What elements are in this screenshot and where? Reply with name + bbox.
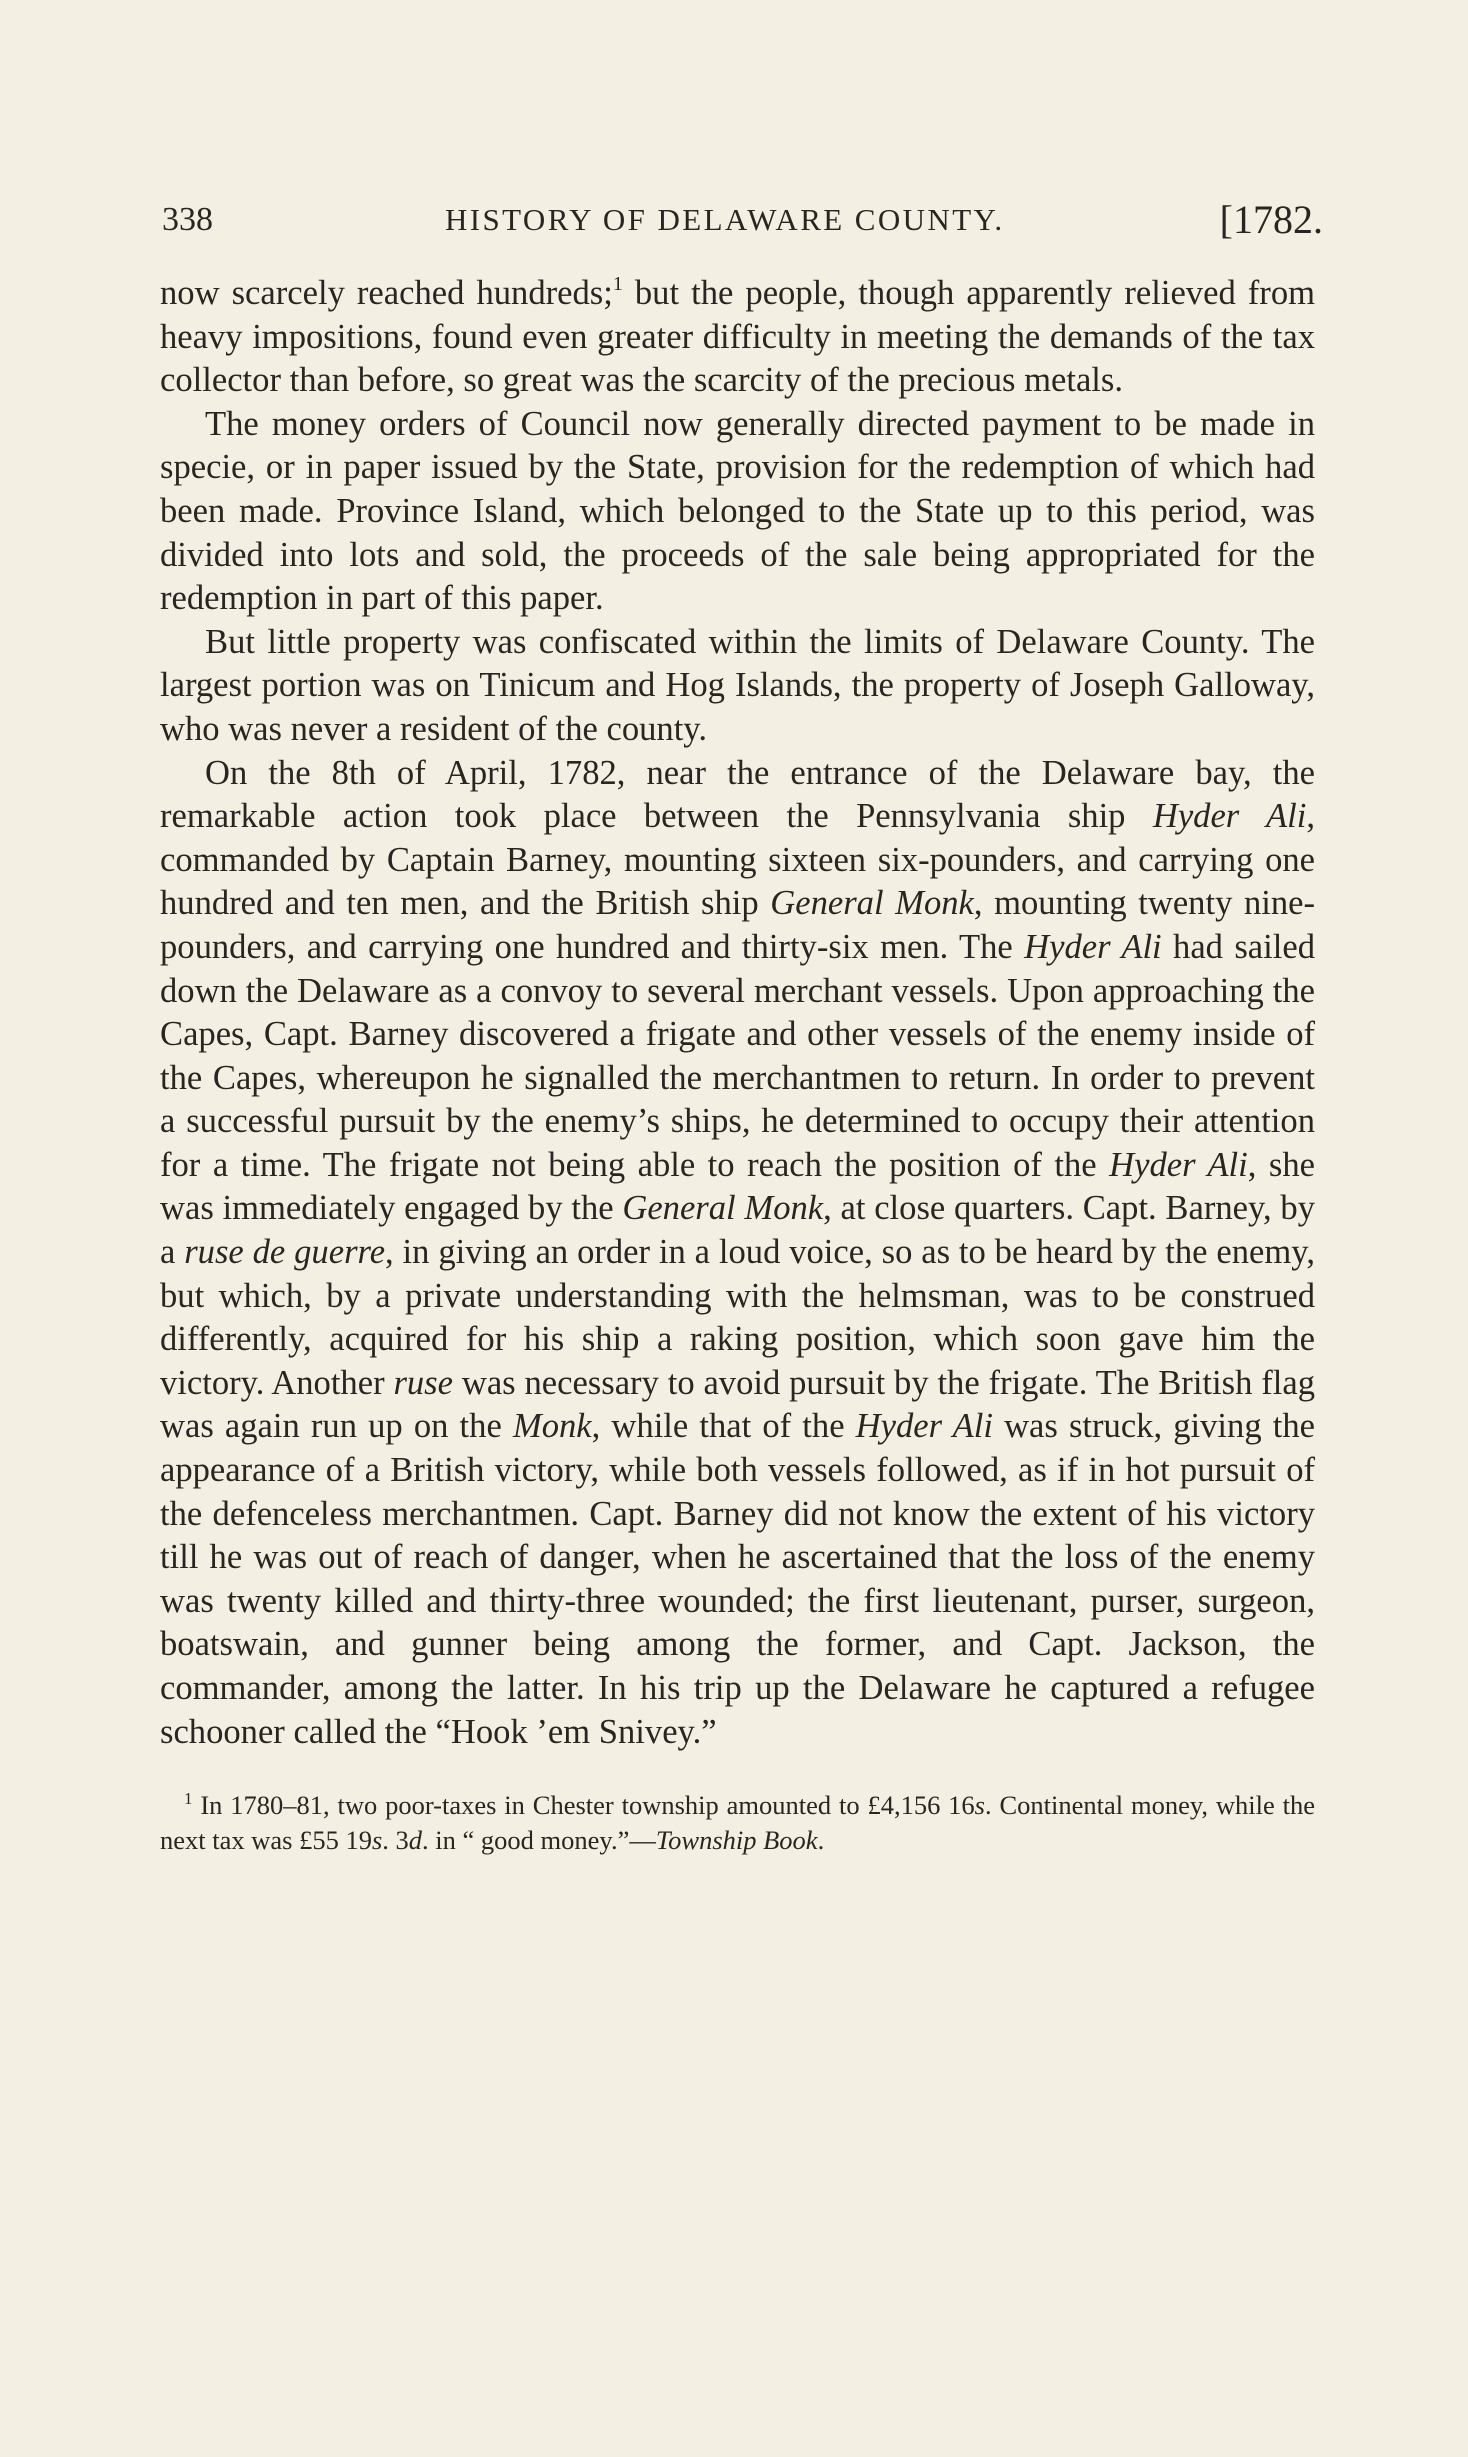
- text-run: On the 8th of April, 1782, near the entrance of the Delaware bay, the remarkable action took place between the Pennsylvania ship: [160, 753, 1315, 836]
- paragraph: [160, 272, 1315, 403]
- text-run: The money orders of Council now generally directed payment to be made in specie, or in paper issued by the State, provision for the redemption of which had been made. Province Island, which belonged to the State up to this period, was divided into lots and sold, the proceeds of the sale being appropriated for the redemption in part of this paper.: [160, 404, 1315, 618]
- running-year: [1782.: [1219, 197, 1323, 242]
- text-run: . in “ good money.”—: [422, 1825, 656, 1856]
- text-run: was necessary to avoid pursuit by the frigate. The British flag was again run up on the: [160, 1363, 1315, 1446]
- text-run: . 3: [382, 1825, 409, 1856]
- italic-text: General Monk: [770, 884, 974, 923]
- italic-text: s: [371, 1825, 383, 1856]
- paragraph: [160, 403, 1315, 621]
- italic-text: s: [974, 1790, 985, 1821]
- text-run: but the people, though apparently relieved from heavy impositions, found even greater difficulty in meeting the demands of the tax collector than before, so great was the scarcity of the precious metals.: [160, 274, 1316, 400]
- text-run: . Continental money, while the next tax was £55 19: [160, 1790, 1315, 1856]
- text-run: .: [817, 1825, 825, 1856]
- italic-text: ruse de guerre: [184, 1233, 386, 1272]
- italic-text: Hyder Ali: [1109, 1145, 1248, 1184]
- body-text: [160, 272, 1315, 1754]
- italic-text: d: [408, 1825, 423, 1856]
- text-run: now scarcely reached hundreds;: [160, 274, 613, 312]
- italic-text: General Monk: [622, 1189, 824, 1228]
- italic-text: Township Book: [655, 1825, 818, 1856]
- text-run: , at close quarters. Capt. Barney, by a: [160, 1189, 1315, 1272]
- book-page: [160, 192, 1323, 1858]
- text-run: was struck, giving the appearance of a British victory, while both vessels followed, as if in hot pursuit of the defenceless merchantmen. Capt. Barney did not know the extent of his victory till he was out of reach of danger, when he ascertained that the loss of the enemy was twenty killed and thirty-three wounded; the first lieutenant, purser, surgeon, boatswain, and gunner being among the former, and Capt. Jackson, the commander, among the latter. In his trip up the Delaware he captured a refugee schooner called the “Hook ’em Snivey.”: [160, 1407, 1315, 1751]
- text-run: , commanded by Captain Barney, mounting sixteen six-pounders, and carrying one hundred and ten men, and the British ship: [160, 797, 1315, 923]
- paragraph: [160, 752, 1315, 1755]
- italic-text: Hyder Ali: [855, 1407, 993, 1446]
- italic-text: Monk: [512, 1407, 592, 1446]
- footnote-marker: 1: [184, 1789, 193, 1809]
- page-number: 338: [162, 201, 213, 238]
- italic-text: Hyder Ali: [1152, 797, 1307, 836]
- running-title: HISTORY OF DELAWARE COUNTY.: [445, 202, 1005, 237]
- text-run: , in giving an order in a loud voice, so as to be heard by the enemy, but which, by a private understanding with the helmsman, was to be construed differently, acquired for his ship a raking position, which soon gave him the victory. Another: [160, 1233, 1315, 1402]
- italic-text: ruse: [393, 1363, 453, 1402]
- running-head: [160, 192, 1323, 248]
- text-run: had sailed down the Delaware as a convoy to several merchant vessels. Upon approaching the Capes, Capt. Barney discovered a frigate and other vessels of the enemy inside of the Capes, whereupon he signalled the merchantmen to return. In order to prevent a successful pursuit by the enemy’s ships, he determined to occupy their attention for a time. The frigate not being able to reach the position of the: [160, 927, 1315, 1184]
- paragraph: [160, 621, 1315, 752]
- text-run: , mounting twenty nine-pounders, and carrying one hundred and thirty-six men. The: [160, 884, 1315, 966]
- text-run: But little property was confiscated within the limits of Delaware County. The largest portion was on Tinicum and Hog Islands, the property of Joseph Galloway, who was never a resident of the county.: [160, 622, 1315, 748]
- footnote: [160, 1788, 1315, 1858]
- footnote-marker: 1: [612, 273, 623, 295]
- text-run: , she was immediately engaged by the: [160, 1145, 1315, 1228]
- text-run: , while that of the: [591, 1407, 856, 1446]
- text-run: In 1780–81, two poor-taxes in Chester township amounted to £4,156 16: [192, 1790, 975, 1821]
- italic-text: Hyder Ali: [1024, 927, 1162, 966]
